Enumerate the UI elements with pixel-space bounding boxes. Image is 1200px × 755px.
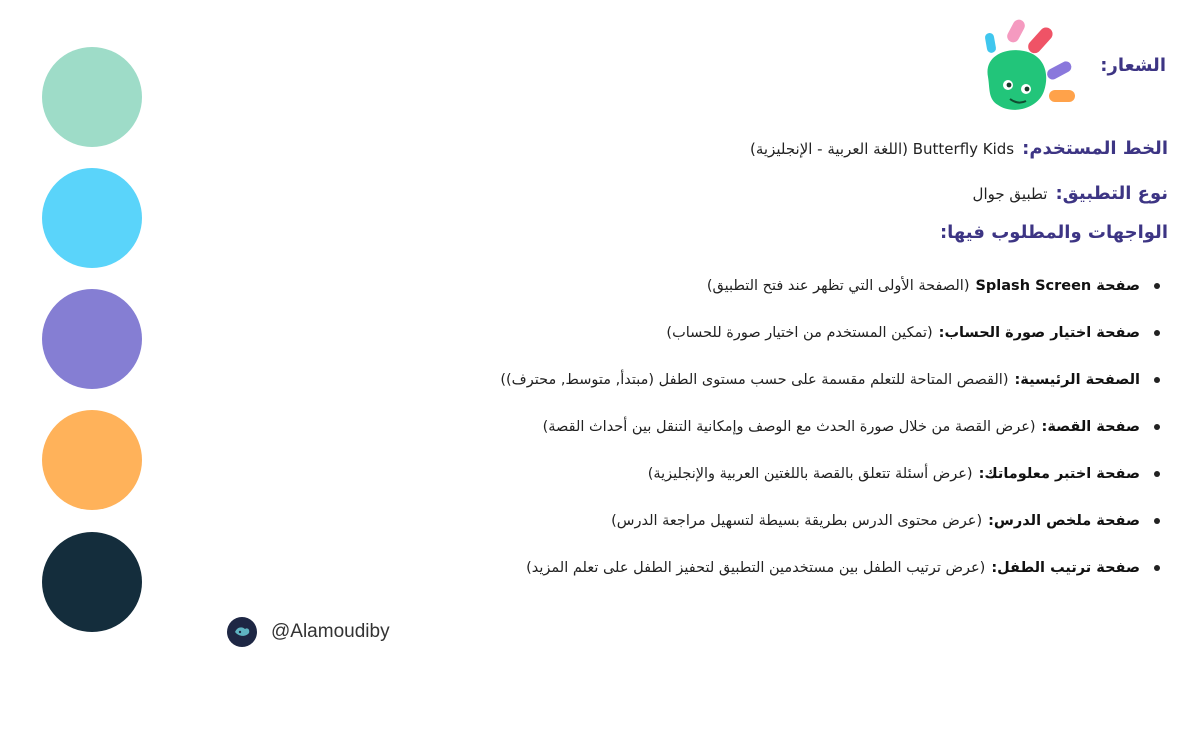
- bullet-icon: [1154, 518, 1160, 524]
- font-field: [750, 138, 1168, 159]
- font-field-label: الخط المستخدم:: [1022, 138, 1168, 159]
- screen-description: (عرض القصة من خلال صورة الحدث مع الوصف وإمكانية التنقل بين أحداث القصة): [542, 418, 1036, 435]
- screen-title: صفحة Splash Screen: [975, 277, 1140, 294]
- bullet-icon: [1154, 283, 1160, 289]
- avatar-icon: [227, 617, 257, 647]
- screen-title: صفحة ملخص الدرس:: [988, 512, 1140, 529]
- screen-description: (تمكين المستخدم من اختيار صورة للحساب): [666, 324, 933, 341]
- list-item: [500, 497, 1160, 544]
- screen-title: صفحة ترتيب الطفل:: [991, 559, 1140, 576]
- list-item: [500, 262, 1160, 309]
- screen-description: (الصفحة الأولى التي تظهر عند فتح التطبيق): [706, 277, 970, 294]
- screen-title: صفحة اختبر معلوماتك:: [978, 465, 1140, 482]
- app-type-value: تطبيق جوال: [972, 185, 1048, 203]
- list-item: [500, 544, 1160, 591]
- color-swatch-4: [42, 410, 142, 510]
- list-item: [500, 403, 1160, 450]
- color-swatch-5: [42, 532, 142, 632]
- list-item: [500, 309, 1160, 356]
- screen-title: صفحة القصة:: [1041, 418, 1140, 435]
- list-item: [500, 450, 1160, 497]
- butterfly-kids-logo-icon: [978, 15, 1088, 115]
- bullet-icon: [1154, 377, 1160, 383]
- screens-list: [500, 262, 1160, 591]
- font-field-value: Butterfly Kids (اللغة العربية - الإنجليزية): [750, 140, 1015, 158]
- screen-description: (عرض محتوى الدرس بطريقة بسيطة لتسهيل مراجعة الدرس): [611, 512, 983, 529]
- screen-description: (عرض ترتيب الطفل بين مستخدمين التطبيق لتحفيز الطفل على تعلم المزيد): [526, 559, 986, 576]
- screen-title: الصفحة الرئيسية:: [1014, 371, 1140, 388]
- bullet-icon: [1154, 330, 1160, 336]
- bullet-icon: [1154, 471, 1160, 477]
- screen-description: (عرض أسئلة تتعلق بالقصة باللغتين العربية والإنجليزية): [647, 465, 973, 482]
- color-swatch-3: [42, 289, 142, 389]
- author-handle[interactable]: [227, 617, 390, 647]
- color-swatch-1: [42, 47, 142, 147]
- bullet-icon: [1154, 565, 1160, 571]
- logo-label: الشعار:: [1100, 54, 1166, 76]
- bullet-icon: [1154, 424, 1160, 430]
- logo-row: [978, 10, 1166, 120]
- screens-heading: الواجهات والمطلوب فيها:: [939, 222, 1168, 243]
- screen-title: صفحة اختيار صورة الحساب:: [938, 324, 1140, 341]
- color-swatch-2: [42, 168, 142, 268]
- list-item: [500, 356, 1160, 403]
- app-type-field: [973, 183, 1168, 204]
- handle-text[interactable]: @Alamoudiby: [271, 621, 390, 642]
- screen-description: (القصص المتاحة للتعلم مقسمة على حسب مستوى الطفل (مبتدأ, متوسط, محترف)): [500, 371, 1009, 388]
- app-type-label: نوع التطبيق:: [1055, 183, 1168, 204]
